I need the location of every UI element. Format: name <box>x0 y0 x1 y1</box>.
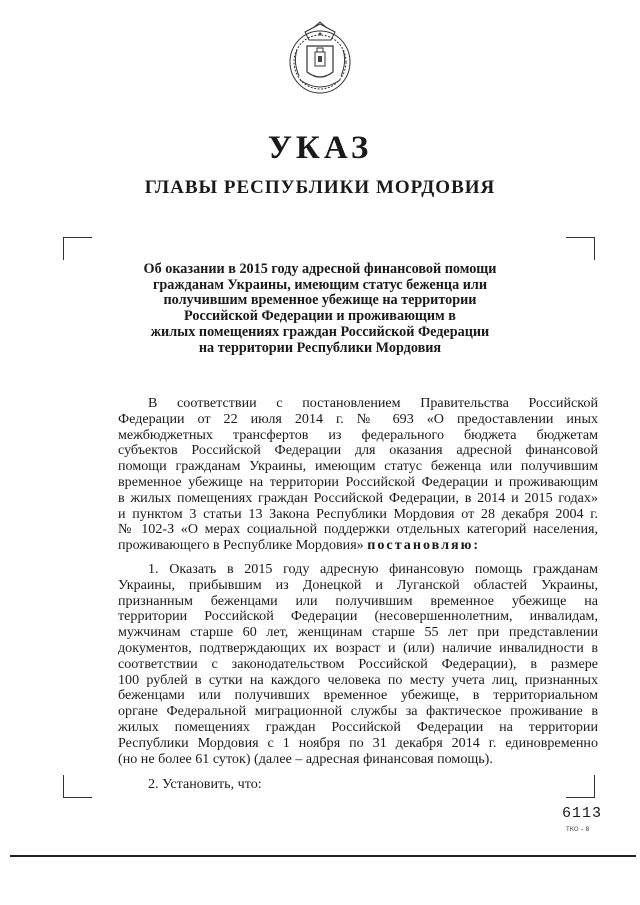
decree-heading <box>130 262 510 356</box>
preamble-line: в жилых помещениях граждан Российской Федерации, в 2014 и 2015 годах» <box>118 490 598 506</box>
coat-of-arms-icon <box>285 20 355 98</box>
item-1-paragraph <box>118 562 598 767</box>
corner-mark-bottom-right <box>566 775 595 798</box>
corner-mark-bottom-left <box>63 775 92 798</box>
heading-line: жилых помещениях граждан Российской Федерации <box>150 323 490 340</box>
item-1-line: территории Российской Федерации (несовершеннолетним, инвалидам, <box>118 609 598 625</box>
item-1-line: 1. Оказать в 2015 году адресную финансовую помощь гражданам <box>148 562 598 577</box>
document-subtitle: ГЛАВЫ РЕСПУБЛИКИ МОРДОВИЯ <box>144 177 496 198</box>
item-1-line: жилых помещениях граждан Российской Федерации на территории <box>118 719 598 735</box>
item-2-line: 2. Установить, что: <box>148 777 262 792</box>
preamble-final-line <box>118 538 598 554</box>
heading-line: гражданам Украины, имеющим статус беженца или <box>152 276 488 293</box>
preamble-paragraph <box>118 396 598 554</box>
document-number: 6113 <box>562 805 603 822</box>
preamble-line: В соответствии с постановлением Правительства Российской <box>148 396 598 411</box>
preamble-last-text: проживающего в Республике Мордовия» <box>118 538 364 554</box>
heading-line: Российской Федерации и проживающим в <box>184 308 456 325</box>
page-bottom-rule <box>10 855 636 857</box>
item-1-line: мужчинам старше 60 лет, женщинам старше 55 лет при представлении <box>118 625 598 641</box>
decree-word: постановляю: <box>367 538 481 554</box>
preamble-line: субъектов Российской Федерации для оказания адресной финансовой <box>118 443 598 459</box>
item-1-line: Украины, прибывшим из Донецкой и Луганской областей Украины, <box>118 577 598 593</box>
heading-line: на территории Республики Мордовия <box>198 339 442 356</box>
preamble-line: и пунктом 3 статьи 13 Закона Республики Мордовия от 28 декабря 2004 г. <box>118 506 598 522</box>
preamble-line: межбюджетных трансфертов из федерального бюджета бюджетам <box>118 427 598 443</box>
item-1-line: Республики Мордовия с 1 ноября по 31 декабря 2014 г. единовременно <box>118 735 598 751</box>
preamble-line: № 102-З «О мерах социальной поддержки отдельных категорий населения, <box>118 522 598 538</box>
item-1-line: признанным беженцами или получившим временное убежище на <box>118 593 598 609</box>
document-title: УКАЗ <box>267 130 373 166</box>
heading-line: получившим временное убежище на территории <box>163 292 477 309</box>
item-1-line: (но не более 61 суток) (далее – адресная финансовая помощь). <box>118 751 493 767</box>
form-code: ТКО – 8 <box>566 826 590 833</box>
preamble-line: помощи гражданам Украины, имеющим статус беженца или получившим <box>118 459 598 475</box>
item-1-line: документов, подтверждающих их возраст и (или) наличие инвалидности в <box>118 640 598 656</box>
item-1-line: соответствии с законодательством Российской Федерации), в размере <box>118 656 598 672</box>
item-1-line: органе Федеральной миграционной службы за фактическое проживание в <box>118 704 598 720</box>
corner-mark-top-right <box>566 237 595 260</box>
item-1-line: беженцами или получивших временное убежище, в территориальном <box>118 688 598 704</box>
item-2-paragraph <box>118 777 598 793</box>
item-1-line: 100 рублей в сутки на каждого человека по месту учета лиц, признанных <box>118 672 598 688</box>
corner-mark-top-left <box>63 237 92 260</box>
preamble-line: Федерации от 22 июля 2014 г. № 693 «О предоставлении иных <box>118 411 598 427</box>
heading-line: Об оказании в 2015 году адресной финансовой помощи <box>143 261 497 277</box>
preamble-line: временное убежище на территории Российской Федерации и проживающим <box>118 474 598 490</box>
